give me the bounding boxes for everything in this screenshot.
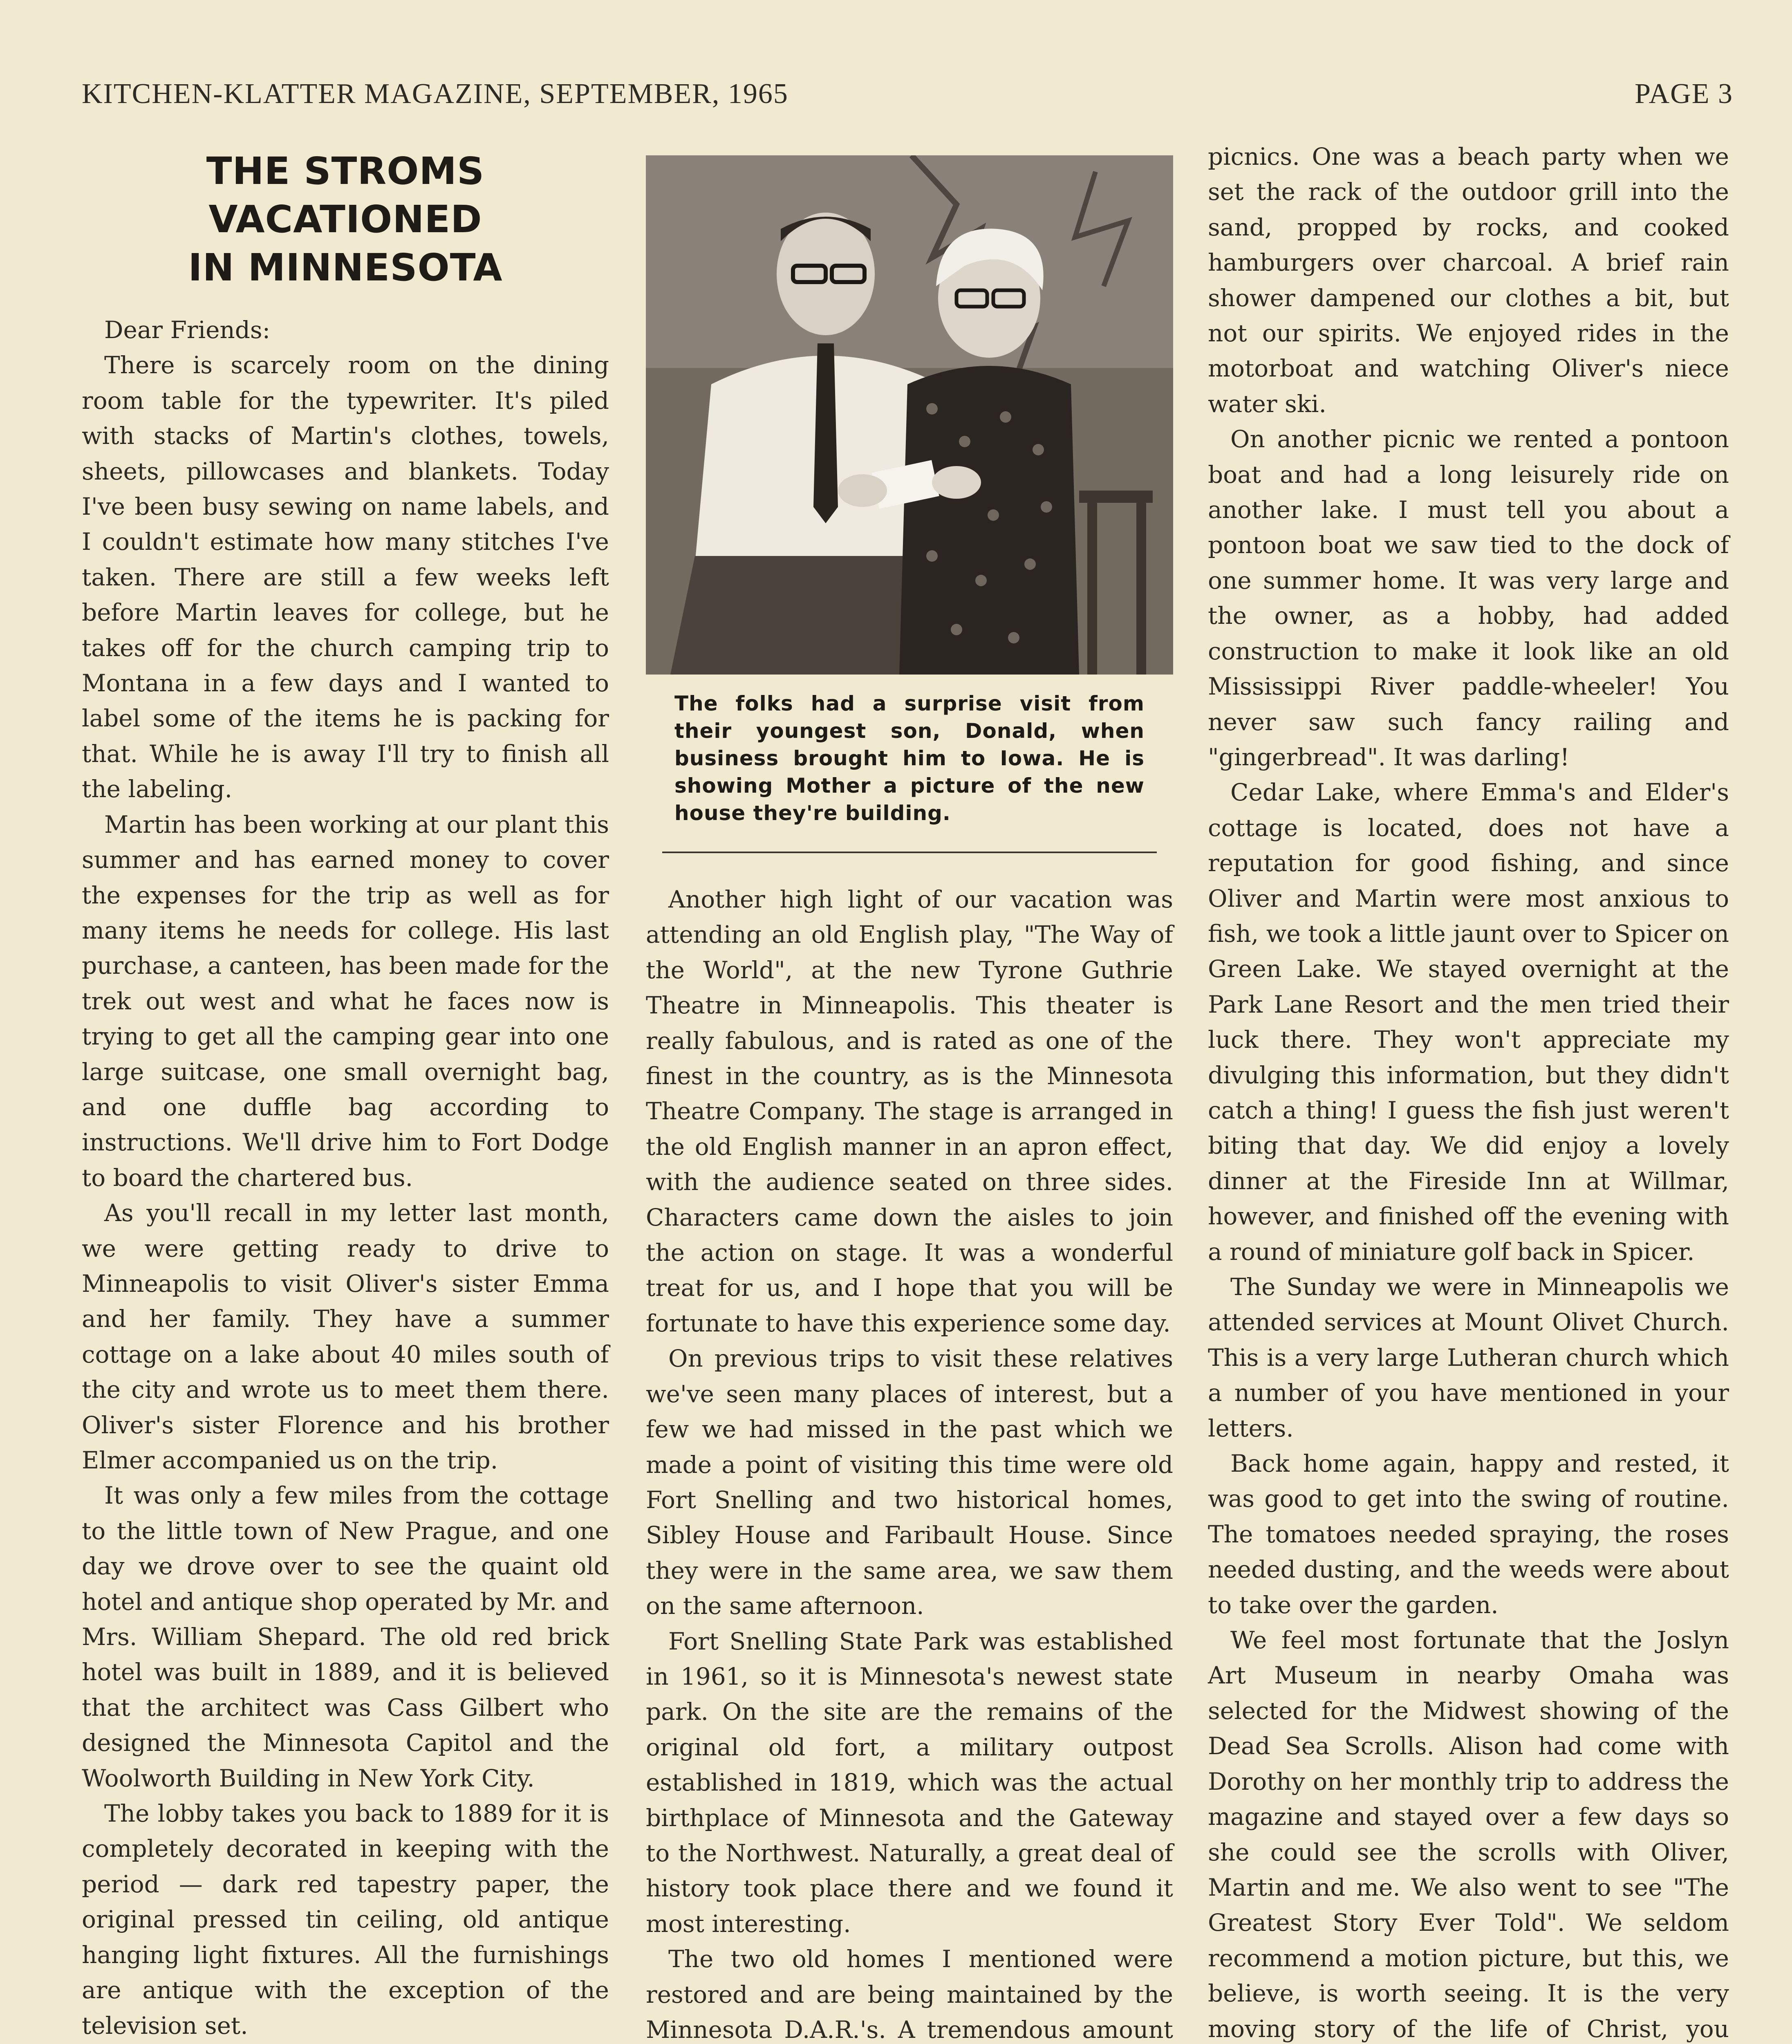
paragraph: The two old homes I mentioned were restored and are being maintained by the Minnesota D.A.R.'s. A tremendous amount <box>646 1945 1173 2044</box>
paragraph: Fort Snelling State Park was established in 1961, so it is Minnesota's newest state park. On the site are the remains of the original old fort, a military outpost established in 1819, which was the actual birthplace of Minnesota and the Gateway to the Northwest. Naturally, a great deal of history took place there and we found it most interesting. <box>646 1627 1173 1938</box>
column-1 <box>82 139 609 2044</box>
paragraph: Martin has been working at our plant this summer and has earned money to cover the expenses for the trip as well as for many items he needs for college. His last purchase, a canteen, has been made for the trek out west and what he faces now is trying to get all the camping gear into one large suitcase, one small overnight bag, and one duffle bag according to instructions. We'll drive him to Fort Dodge to board the chartered bus. <box>82 810 609 1192</box>
paragraph: Another high light of our vacation was attending an old English play, "The Way of the World", at the new Tyrone Guthrie Theatre in Minneapolis. This theater is really fabulous, and is rated as one of the finest in the country, as is the Minnesota Theatre Company. The stage is arranged in the old English manner in an apron effect, with the audience seated on three sides. Characters came down the aisles to join the action on stage. It was a wonderful treat for us, and I hope that you will be fortunate to have this experience some day. <box>646 885 1173 1337</box>
caption-divider <box>662 852 1157 853</box>
paragraph: On previous trips to visit these relatives we've seen many places of interest, but a few we had missed in the past which we made a point of visiting this time were old Fort Snelling and two historical homes, Sibley House and Faribault House. Since they were in the same area, we saw them on the same afternoon. <box>646 1345 1173 1620</box>
article-headline <box>82 147 609 292</box>
headline-line-1: THE STROMS VACATIONED <box>206 149 485 241</box>
family-photo <box>646 155 1173 675</box>
page-number: PAGE 3 <box>1635 78 1733 110</box>
paragraph: It was only a few miles from the cottage to the little town of New Prague, and one day we drove over to see the quaint old hotel and antique shop operated by Mr. and Mrs. William Shepard. The old red brick hotel was built in 1889, and it is believed that the architect was Cass Gilbert who designed the Minnesota Capitol and the Woolworth Building in New York City. <box>82 1481 609 1792</box>
magazine-title-date: KITCHEN-KLATTER MAGAZINE, SEPTEMBER, 1965 <box>82 78 788 110</box>
paragraph: As you'll recall in my letter last month, we were getting ready to drive to Minneapolis to visit Oliver's sister Emma and her family. They have a summer cottage on a lake about 40 miles south of the city and wrote us to meet them there. Oliver's sister Florence and his brother Elmer accompanied us on the trip. <box>82 1199 609 1474</box>
paragraph: picnics. One was a beach party when we set the rack of the outdoor grill into the sand, propped by rocks, and cooked hamburgers over charcoal. A brief rain shower dampened our clothes a bit, but not our spirits. We enjoyed rides in the motorboat and watching Oliver's niece water ski. <box>1208 143 1729 418</box>
column-3 <box>1208 139 1729 2044</box>
photo-caption: The folks had a surprise visit from their youngest son, Donald, when business brought him to Iowa. He is showing Mother a picture of the new house they're building. <box>674 692 1145 825</box>
salutation: Dear Friends: <box>104 316 271 344</box>
paragraph: Cedar Lake, where Emma's and Elder's cottage is located, does not have a reputation for good fishing, and since Oliver and Martin were most anxious to fish, we took a little jaunt over to Spicer on Green Lake. We stayed overnight at the Park Lane Resort and the men tried their luck there. They won't appreciate my divulging this information, but they didn't catch a thing! I guess the fish just weren't biting that day. We did enjoy a lovely dinner at the Fireside Inn at Willmar, however, and finished off the evening with a round of miniature golf back in Spicer. <box>1208 778 1729 1266</box>
paragraph: There is scarcely room on the dining room table for the typewriter. It's piled with stacks of Martin's clothes, towels, sheets, pillowcases and blankets. Today I've been busy sewing on name labels, and I couldn't estimate how many stitches I've taken. There are still a few weeks left before Martin leaves for college, but he takes off for the church camping trip to Montana in a few days and I wanted to label some of the items he is packing for that. While he is away I'll try to finish all the labeling. <box>82 351 609 803</box>
paragraph: We feel most fortunate that the Joslyn Art Museum in nearby Omaha was selected for the Midwest showing of the Dead Sea Scrolls. Alison had come with Dorothy on her monthly trip to address the magazine and stayed over a few days so she could see the scrolls with Oliver, Martin and me. We also went to see "The Greatest Story Ever Told". We seldom recommend a motion picture, but this, we believe, is worth seeing. It is the very moving story of the life of Christ, you <box>1208 1626 1729 2043</box>
headline-line-2: IN MINNESOTA <box>188 246 503 289</box>
column-2 <box>646 139 1173 2044</box>
paragraph: Back home again, happy and rested, it was good to get into the swing of routine. The tomatoes needed spraying, the roses needed dusting, and the weeds were about to take over the garden. <box>1208 1450 1729 1619</box>
running-header <box>82 74 1733 119</box>
paragraph: The Sunday we were in Minneapolis we attended services at Mount Olivet Church. This is a very large Lutheran church which a number of you have mentioned in your letters. <box>1208 1273 1729 1442</box>
paragraph: On another picnic we rented a pontoon boat and had a long leisurely ride on another lake. I must tell you about a pontoon boat we saw tied to the dock of one summer home. It was very large and the owner, as a hobby, had added construction to make it look like an old Mississippi River paddle-wheeler! You never saw such fancy railing and "gingerbread". It was darling! <box>1208 425 1729 771</box>
photo-illustration <box>646 155 1173 675</box>
paragraph: The lobby takes you back to 1889 for it is completely decorated in keeping with the period — dark red tapestry paper, the original pressed tin ceiling, old antique hanging light fixtures. All the furnishings are antique with the exception of the television set. <box>82 1800 609 2040</box>
